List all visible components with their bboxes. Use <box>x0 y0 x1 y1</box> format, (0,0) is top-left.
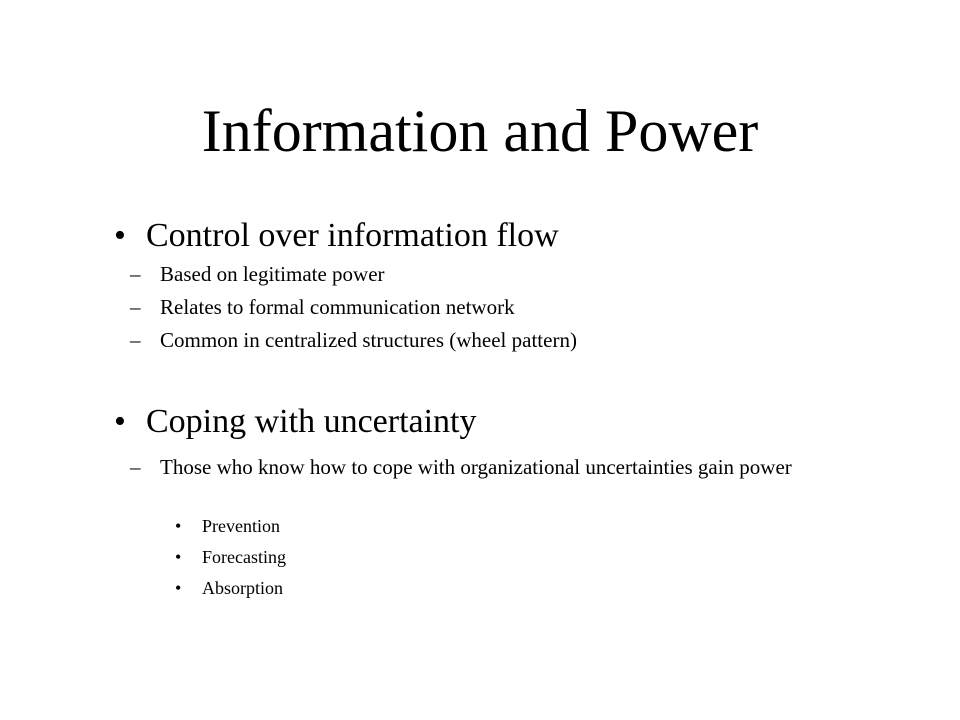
bullet-marker: • <box>114 403 126 440</box>
sub-bullet-text: Based on legitimate power <box>160 262 385 286</box>
dot-marker: • <box>175 578 182 598</box>
dash-marker: – <box>130 295 141 319</box>
sub-sub-bullet-text: Absorption <box>202 578 283 598</box>
sub-bullet-text: Relates to formal communication network <box>160 295 515 319</box>
dash-marker: – <box>130 455 141 479</box>
dot-marker: • <box>175 547 182 567</box>
sub-bullet-text: Common in centralized structures (wheel pattern) <box>160 328 577 352</box>
slide-title: Information and Power <box>201 98 759 164</box>
dash-marker: – <box>130 328 141 352</box>
dash-marker: – <box>130 262 141 286</box>
sub-sub-bullet-text: Prevention <box>202 516 280 536</box>
sub-sub-bullet-text: Forecasting <box>202 547 286 567</box>
sub-bullet-text: Those who know how to cope with organizational uncertainties gain power <box>160 455 792 479</box>
bullet-marker: • <box>114 217 126 254</box>
bullet-heading: Coping with uncertainty <box>146 403 477 440</box>
dot-marker: • <box>175 516 182 536</box>
bullet-heading: Control over information flow <box>146 217 559 254</box>
